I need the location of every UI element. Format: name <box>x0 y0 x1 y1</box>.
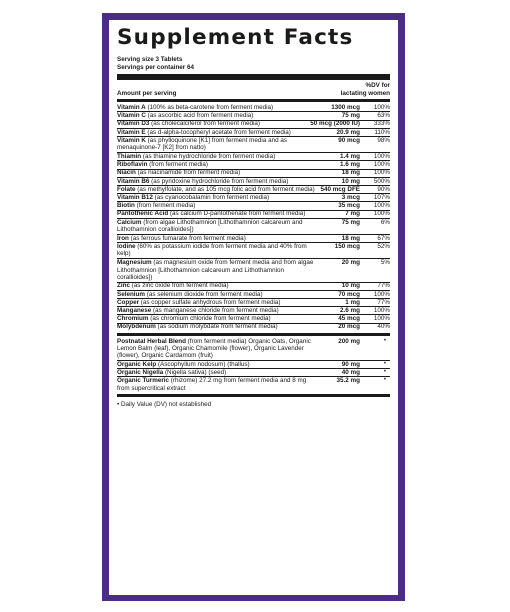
ingredient-source: (as magnesium oxide from ferment media and from algae Lithothamnion [Lithothamnion calcareum and Lithothamnion corallioides]) <box>117 259 314 281</box>
ingredient-name: Magnesium <box>117 259 152 267</box>
nutrient-row <box>117 307 390 314</box>
row-divider <box>117 177 390 178</box>
ingredient-source: (from ferment media) <box>134 202 196 210</box>
ingredient-name: Thiamin <box>117 153 142 160</box>
ingredient-description <box>117 210 315 217</box>
amount-value: 2.6 mg <box>340 307 360 314</box>
blend-row <box>117 361 390 368</box>
row-divider <box>117 298 390 299</box>
nutrient-row <box>117 282 390 289</box>
amount-value: 35 mcg <box>338 202 360 210</box>
amount-value: 10 mg <box>341 177 360 185</box>
ingredient-description <box>117 161 315 168</box>
ingredient-description <box>117 361 315 368</box>
ingredient-name: Vitamin E <box>117 128 146 136</box>
row-divider <box>117 120 390 121</box>
ingredient-source: (as ferrous fumarate from ferment media) <box>128 234 246 242</box>
daily-value: • <box>383 337 386 344</box>
thick-rule <box>117 74 390 80</box>
nutrient-row <box>117 259 390 281</box>
blend-row <box>117 377 390 392</box>
ingredient-description <box>117 178 315 185</box>
nutrient-row <box>117 112 390 119</box>
ingredient-source: (as cholecalciferol from ferment media) <box>149 120 261 128</box>
row-divider <box>117 306 390 307</box>
amount-value: 20 mg <box>341 259 360 267</box>
ingredient-name: Vitamin A <box>117 104 146 111</box>
daily-value: 5% <box>380 259 390 267</box>
row-divider <box>117 368 390 369</box>
nutrient-row <box>117 137 390 152</box>
nutrient-row <box>117 202 390 209</box>
amount-header: Amount per serving <box>117 90 177 97</box>
nutrient-row <box>117 235 390 242</box>
ingredient-name: Niacin <box>117 169 136 177</box>
amount-value: 150 mcg <box>334 243 360 250</box>
ingredient-name: Postnatal Herbal Blend <box>117 337 186 345</box>
ingredient-name: Chromium <box>117 315 149 323</box>
ingredient-description <box>117 120 315 127</box>
ingredient-source: (as calcium D-pantothenate from ferment media) <box>168 210 306 218</box>
amount-value: 20.9 mg <box>336 128 360 136</box>
daily-value: 100% <box>373 104 390 111</box>
ingredient-name: Molybdenum <box>117 323 156 331</box>
ingredient-source: (Nigella sativa) (seed) <box>163 369 227 376</box>
nutrient-row <box>117 120 390 127</box>
daily-value: 333% <box>373 120 390 128</box>
ingredient-description <box>117 291 315 298</box>
ingredient-source: (60% as potassium iodide from ferment media and 40% from kelp) <box>117 243 307 258</box>
daily-value: • <box>383 377 386 384</box>
daily-value: • <box>383 360 386 367</box>
amount-value: 10 mg <box>341 282 360 290</box>
ingredient-description <box>117 282 315 289</box>
ingredient-description <box>117 202 315 209</box>
ingredient-description <box>117 307 315 314</box>
ingredient-name: Iodine <box>117 243 136 250</box>
amount-value: 1.4 mg <box>340 153 360 160</box>
row-divider <box>117 258 390 259</box>
ingredient-name: Manganese <box>117 307 152 314</box>
amount-value: 75 mg <box>341 218 360 226</box>
amount-value: 35.2 mg <box>336 377 360 385</box>
ingredient-description <box>117 315 315 322</box>
header-rule <box>117 99 390 102</box>
bottom-rule <box>117 394 390 397</box>
amount-value: 18 mg <box>341 234 360 242</box>
blend-row <box>117 338 390 360</box>
ingredient-description <box>117 104 315 111</box>
daily-value: 100% <box>373 307 390 314</box>
serving-size: Serving size 3 Tablets <box>117 56 183 63</box>
footnote: • Daily Value (DV) not established <box>117 401 212 409</box>
daily-value: 110% <box>374 128 390 136</box>
ingredient-source: (as phylloquinone [K1] from ferment media and as menaquinone-7 [K2] from natto) <box>117 136 287 152</box>
ingredient-name: Vitamin K <box>117 136 146 144</box>
nutrient-row <box>117 104 390 111</box>
ingredient-source: (as manganese chloride from ferment media) <box>151 307 279 314</box>
ingredient-description <box>117 219 315 234</box>
nutrient-row <box>117 243 390 258</box>
ingredient-description <box>117 369 315 376</box>
ingredient-name: Riboflavin <box>117 161 148 169</box>
ingredient-name: Vitamin D3 <box>117 120 150 128</box>
section-rule <box>117 333 390 336</box>
daily-value: 52% <box>377 243 390 250</box>
nutrient-row <box>117 161 390 168</box>
ingredient-name: Copper <box>117 298 140 306</box>
ingredient-description <box>117 259 315 281</box>
row-divider <box>117 193 390 194</box>
nutrient-row <box>117 186 390 193</box>
ingredient-description <box>117 323 315 330</box>
row-divider <box>117 160 390 161</box>
daily-value: 107% <box>373 194 390 201</box>
ingredient-source: (from ferment media) Organic Oats, Organic Lemon Balm (leaf), Organic Chamomile (flower), Organic Lavender (flower), Organic Cardamom (fruit) <box>117 337 311 360</box>
ingredient-description <box>117 377 315 392</box>
amount-value: 70 mcg <box>338 290 360 298</box>
row-divider <box>117 210 390 211</box>
ingredient-name: Organic Turmeric <box>117 377 170 385</box>
amount-value: 75 mg <box>341 112 360 120</box>
amount-value: 18 mg <box>341 169 360 177</box>
row-divider <box>117 128 390 129</box>
row-divider <box>117 282 390 283</box>
ingredient-source: (as pyridoxine hydrochloride from ferment media) <box>149 177 289 185</box>
ingredient-description <box>117 129 315 136</box>
daily-value: • <box>383 369 386 375</box>
blend-row <box>117 369 390 376</box>
amount-value: 50 mcg (2000 IU) <box>310 120 360 128</box>
row-divider <box>117 185 390 186</box>
ingredient-source: (as selenium dioxide from ferment media) <box>145 290 263 298</box>
ingredient-source: (100% as beta-carotene from ferment media) <box>145 104 274 111</box>
amount-value: 1 mg <box>345 298 360 306</box>
amount-value: 7 mg <box>345 210 360 218</box>
nutrient-row <box>117 129 390 136</box>
row-divider <box>117 314 390 315</box>
row-divider <box>117 111 390 112</box>
amount-value: 540 mcg DFE <box>320 185 360 193</box>
daily-value: 100% <box>373 210 390 218</box>
nutrient-row <box>117 315 390 322</box>
row-divider <box>117 376 390 377</box>
row-divider <box>117 136 390 137</box>
daily-value: 100% <box>373 161 390 169</box>
amount-value: 200 mg <box>338 337 360 345</box>
daily-value: 77% <box>377 282 390 290</box>
ingredient-description <box>117 235 315 242</box>
daily-value: 90% <box>377 185 390 193</box>
ingredient-source: (as thiamine hydrochloride from ferment media) <box>141 153 276 160</box>
daily-value: 100% <box>373 290 390 298</box>
ingredient-source: (as zinc oxide from ferment media) <box>129 282 229 290</box>
daily-value: 100% <box>373 153 390 160</box>
nutrient-row <box>117 194 390 201</box>
daily-value: 100% <box>373 169 390 177</box>
ingredient-source: (rhizome) 27.2 mg from ferment media and 8 mg from supercritical extract <box>117 377 307 392</box>
daily-value: 63% <box>377 112 390 120</box>
ingredient-source: (as sodium molybdate from ferment media) <box>155 323 278 331</box>
ingredient-source: (as ascorbic acid from ferment media) <box>145 112 254 120</box>
row-divider <box>117 152 390 153</box>
row-divider <box>117 201 390 202</box>
dv-header-line2: lactating women <box>340 90 390 97</box>
ingredient-source: (as methylfolate, and as 105 mcg folic acid from ferment media) <box>135 185 315 193</box>
nutrient-row <box>117 210 390 217</box>
ingredient-description <box>117 112 315 119</box>
row-divider <box>117 169 390 170</box>
ingredient-source: (as chromium chloride from ferment media) <box>148 315 271 323</box>
row-divider <box>117 290 390 291</box>
row-divider <box>117 360 390 361</box>
ingredient-description <box>117 153 315 160</box>
row-divider <box>117 323 390 324</box>
row-divider <box>117 242 390 243</box>
ingredient-source: (from ferment media) <box>147 161 208 169</box>
ingredient-source: (from algae Lithothamnion [Lithothamnion calcareum and Lithothamnion corallioides]) <box>117 218 303 233</box>
row-divider <box>117 234 390 235</box>
amount-value: 1300 mcg <box>331 104 360 111</box>
servings-per-container: Servings per container 64 <box>117 64 194 71</box>
amount-value: 90 mg <box>341 360 360 368</box>
daily-value: 500% <box>373 177 390 185</box>
ingredient-name: Vitamin B12 <box>117 194 153 201</box>
daily-value: 40% <box>377 323 390 331</box>
nutrient-row <box>117 291 390 298</box>
ingredient-description <box>117 194 315 201</box>
daily-value: 100% <box>373 202 390 210</box>
ingredient-name: Zinc <box>117 282 130 290</box>
nutrient-row <box>117 299 390 306</box>
nutrient-row <box>117 178 390 185</box>
amount-value: 40 mg <box>341 369 360 376</box>
ingredient-name: Calcium <box>117 218 142 226</box>
ingredient-description <box>117 169 315 176</box>
ingredient-name: Biotin <box>117 202 135 210</box>
ingredient-source: (as d-alpha-tocopheryl acetate from ferment media) <box>145 128 291 136</box>
ingredient-name: Selenium <box>117 290 145 298</box>
daily-value: 100% <box>373 315 390 323</box>
nutrient-row <box>117 219 390 234</box>
ingredient-source: (as cyanocobalamin from ferment media) <box>152 194 270 201</box>
ingredient-name: Vitamin B6 <box>117 177 150 185</box>
amount-value: 45 mcg <box>338 315 360 323</box>
nutrient-row <box>117 169 390 176</box>
nutrient-row <box>117 323 390 330</box>
daily-value: 98% <box>377 136 390 144</box>
ingredient-name: Organic Kelp <box>117 360 157 368</box>
ingredient-source: (Ascophyllum nodosum) (thallus) <box>156 360 250 368</box>
ingredient-source: (as copper sulfate anhydrous from ferment media) <box>139 298 281 306</box>
ingredient-source: (as niacinamide from ferment media) <box>135 169 241 177</box>
amount-value: 90 mcg <box>338 136 360 144</box>
ingredient-name: Iron <box>117 234 129 242</box>
ingredient-description <box>117 338 315 360</box>
nutrient-row <box>117 153 390 160</box>
panel-title: Supplement Facts <box>117 25 354 50</box>
dv-header-line1: %DV for <box>365 82 390 89</box>
ingredient-description <box>117 186 315 193</box>
amount-value: 1.6 mg <box>340 161 360 169</box>
ingredient-name: Pantothenic Acid <box>117 210 169 218</box>
ingredient-description <box>117 137 315 152</box>
daily-value: 67% <box>377 234 390 242</box>
supplement-facts-panel <box>109 20 398 595</box>
row-divider <box>117 218 390 219</box>
amount-value: 20 mcg <box>338 323 360 331</box>
daily-value: 6% <box>380 218 390 226</box>
ingredient-name: Organic Nigella <box>117 369 164 376</box>
ingredient-description <box>117 243 315 258</box>
amount-value: 3 mcg <box>341 194 360 201</box>
ingredient-name: Folate <box>117 185 136 193</box>
ingredient-name: Vitamin C <box>117 112 146 120</box>
ingredient-description <box>117 299 315 306</box>
daily-value: 77% <box>377 298 390 306</box>
